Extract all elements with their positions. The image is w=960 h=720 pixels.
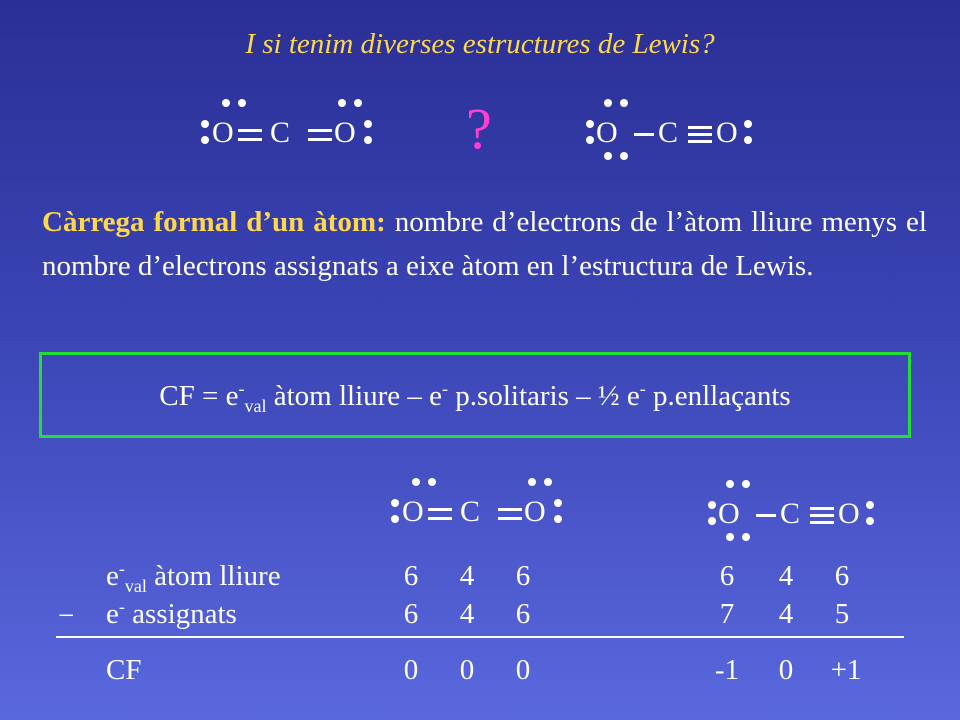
double-bond <box>238 129 262 132</box>
atom-c: C <box>780 497 801 530</box>
triple-bond <box>688 140 712 143</box>
double-bond <box>308 129 332 132</box>
single-bond <box>756 514 776 517</box>
table-header-co2-triple <box>704 477 884 547</box>
atom-o-right: O <box>716 116 738 149</box>
double-bond <box>498 508 522 511</box>
triple-bond <box>688 133 712 136</box>
lewis-structure-co2-triple <box>582 96 762 166</box>
value-cell: 6 <box>834 560 850 592</box>
value-cell: 4 <box>459 560 475 592</box>
triple-bond <box>688 126 712 129</box>
subtraction-sign: − <box>58 600 75 632</box>
atom-o-right: O <box>838 497 860 530</box>
atom-c: C <box>658 116 679 149</box>
double-bond <box>428 517 452 520</box>
value-cell: 7 <box>719 598 735 630</box>
value-cell: 0 <box>459 654 475 686</box>
lone-pair-dot <box>866 501 874 509</box>
triple-bond <box>810 521 834 524</box>
lone-pair-dot <box>544 478 552 486</box>
lone-pair-dot <box>364 120 372 128</box>
slide-title: I si tenim diverses estructures de Lewis? <box>245 28 715 60</box>
sum-line <box>56 636 904 638</box>
value-cell: 6 <box>515 560 531 592</box>
atom-o-left: O <box>402 495 424 528</box>
definition-text: nombre d’electrons de l’àtom lliure menys el nombre d’electrons assignats a eixe àtom en l’estructura de Lewis. <box>42 206 927 282</box>
formula-sup: - <box>639 378 646 399</box>
lone-pair-dot <box>742 533 750 541</box>
formula-part: p.enllaçants <box>645 380 791 412</box>
value-cell: +1 <box>830 654 862 686</box>
formal-charge-formula <box>39 378 911 416</box>
atom-o-left: O <box>596 116 618 149</box>
lone-pair-dot <box>866 517 874 525</box>
atom-o-right: O <box>334 116 356 149</box>
definition-term: Càrrega formal d’un àtom: <box>42 206 386 238</box>
lone-pair-dot <box>742 480 750 488</box>
lone-pair-dot <box>604 99 612 107</box>
value-cell: 0 <box>403 654 419 686</box>
formal-charge-definition <box>42 200 927 288</box>
lone-pair-dot <box>726 533 734 541</box>
lone-pair-dot <box>201 120 209 128</box>
lone-pair-dot <box>238 99 246 107</box>
lone-pair-dot <box>744 120 752 128</box>
value-cell: -1 <box>714 654 740 686</box>
lone-pair-dot <box>354 99 362 107</box>
lone-pair-dot <box>201 136 209 144</box>
atom-c: C <box>460 495 481 528</box>
formula-sub: val <box>244 395 267 416</box>
value-cell: 6 <box>403 560 419 592</box>
value-cell: 4 <box>778 560 794 592</box>
atom-o-left: O <box>718 497 740 530</box>
lone-pair-dot <box>412 478 420 486</box>
lewis-structure-co2-double <box>196 96 386 166</box>
row-label-valence: $e^-_{val}$ àtom lliure <box>106 558 281 596</box>
atom-c: C <box>270 116 291 149</box>
double-bond <box>238 138 262 141</box>
lone-pair-dot <box>428 478 436 486</box>
lone-pair-dot <box>364 136 372 144</box>
lone-pair-dot <box>586 120 594 128</box>
value-cell: 4 <box>459 598 475 630</box>
atom-o-left: O <box>212 116 234 149</box>
table-header-co2-double <box>386 475 576 545</box>
question-mark: ? <box>466 96 492 161</box>
lone-pair-dot <box>554 515 562 523</box>
formula-sup: - <box>238 378 245 399</box>
lone-pair-dot <box>744 136 752 144</box>
double-bond <box>308 138 332 141</box>
lone-pair-dot <box>586 136 594 144</box>
formula-lhs: CF = e <box>159 380 239 412</box>
value-cell: 5 <box>834 598 850 630</box>
value-cell: 0 <box>778 654 794 686</box>
double-bond <box>498 517 522 520</box>
value-cell: 4 <box>778 598 794 630</box>
double-bond <box>428 508 452 511</box>
row-label-assigned: e- assignats <box>106 596 237 630</box>
lone-pair-dot <box>338 99 346 107</box>
value-cell: 6 <box>403 598 419 630</box>
value-cell: 6 <box>719 560 735 592</box>
lone-pair-dot <box>726 480 734 488</box>
triple-bond <box>810 507 834 510</box>
lone-pair-dot <box>391 515 399 523</box>
lone-pair-dot <box>708 517 716 525</box>
lone-pair-dot <box>620 99 628 107</box>
lone-pair-dot <box>528 478 536 486</box>
single-bond <box>634 133 654 136</box>
formula-sup: - <box>442 378 449 399</box>
formula-part: p.solitaris – ½ e <box>448 380 640 412</box>
value-cell: 0 <box>515 654 531 686</box>
formula-part: àtom lliure – e <box>266 380 443 412</box>
value-cell: 6 <box>515 598 531 630</box>
lone-pair-dot <box>554 499 562 507</box>
row-label-cf: CF <box>106 654 142 686</box>
atom-o-right: O <box>524 495 546 528</box>
lone-pair-dot <box>708 501 716 509</box>
triple-bond <box>810 514 834 517</box>
lone-pair-dot <box>620 152 628 160</box>
lone-pair-dot <box>391 499 399 507</box>
lone-pair-dot <box>222 99 230 107</box>
lone-pair-dot <box>604 152 612 160</box>
